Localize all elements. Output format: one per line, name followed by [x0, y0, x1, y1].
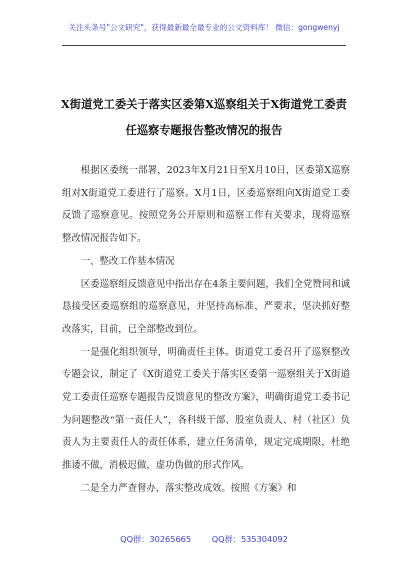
- section-heading: 一、整改工作基本情况: [80, 255, 175, 267]
- header-divider: [62, 45, 346, 46]
- document-title-line1: X街道党工委关于落实区委第X巡察组关于X街道党工委责: [61, 97, 347, 111]
- footer-qq-group-2: QQ群：535304092: [211, 534, 288, 544]
- header-banner: 关注头条号"公文研究"，获得最新最全最专业的公文资料库！ 微信：gongwenyj: [68, 23, 340, 32]
- document-title-line2: 任巡察专题报告整改情况的报告: [125, 123, 283, 137]
- body-paragraph: 根据区委统一部署，2023年X月21日至X月10日，区委第X巡察组对X街道党工委进行了巡察。X月1日，区委巡察组向X街道党工委反馈了巡察意见。按照党务公开原则和巡察工作有关要求，现将巡察整改情况报告如下。: [62, 165, 350, 245]
- footer-qq-group-1: QQ群：30265665: [120, 534, 192, 544]
- body-paragraph: 二是全力严查督办，落实整改成效。按照《方案》和: [80, 482, 297, 494]
- footer: [0, 534, 408, 545]
- body-paragraph: 一是强化组织领导，明确责任主体。街道党工委召开了巡察整改专题会议，制定了《X街道党工委关于落实区委第一巡察组关于X街道党工委责任巡察专题报告反馈意见的整改方案》，明确街道党工委书记为问题整改“第一责任人”，各科级干部、股室负责人、村（社区）负责人为主要责任人的责任体系，建立任务清单，规定完成期限，杜绝推诿不做，消极迟做，虚功伪做的形式作风。: [62, 346, 350, 472]
- body-paragraph: 区委巡察组反馈意见中指出存在4条主要问题，我们全党赞同和诚恳接受区委巡察组的巡察意见，并坚持高标准、严要求，坚决抓好整改落实，目前，已全部整改到位。: [62, 278, 350, 335]
- document-body: [62, 160, 350, 501]
